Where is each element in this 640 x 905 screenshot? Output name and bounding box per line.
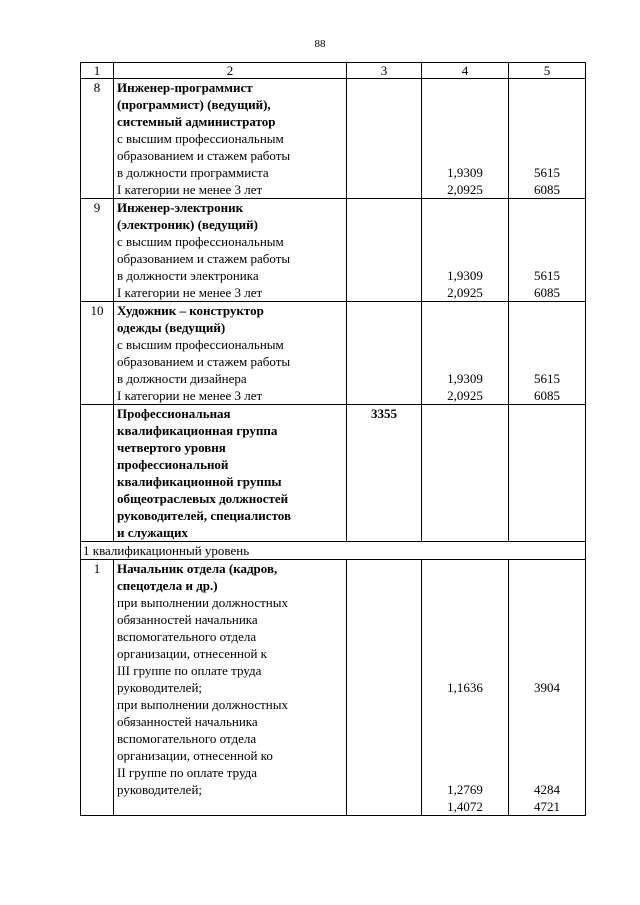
salary-value: 5615 bbox=[534, 165, 560, 180]
row-number: 10 bbox=[81, 302, 114, 405]
base-salary-value: 3355 bbox=[371, 406, 397, 421]
row-number: 9 bbox=[81, 199, 114, 302]
position-desc-line: образованием и стажем работы bbox=[117, 354, 291, 369]
position-desc-line: с высшим профессиональным bbox=[117, 131, 284, 146]
coefficient-value: 1,2769 bbox=[447, 782, 483, 797]
position-cell bbox=[114, 560, 347, 816]
group-title-line: общеотраслевых должностей bbox=[117, 491, 289, 506]
position-title-line: спецотдела и др.) bbox=[117, 578, 218, 593]
position-desc-line: с высшим профессиональным bbox=[117, 337, 284, 352]
salary-value: 4721 bbox=[534, 799, 560, 814]
qualification-level: 1 квалификационный уровень bbox=[81, 542, 586, 560]
coefficient-cell bbox=[422, 79, 509, 199]
coefficient-cell bbox=[422, 199, 509, 302]
salary-value: 5615 bbox=[534, 268, 560, 283]
position-desc-line: с высшим профессиональным bbox=[117, 234, 284, 249]
salary-value: 6085 bbox=[534, 388, 560, 403]
position-desc-line: I категории не менее 3 лет bbox=[117, 388, 263, 403]
group-title-line: Профессиональная bbox=[117, 406, 231, 421]
position-cell bbox=[114, 199, 347, 302]
salary-table bbox=[80, 62, 586, 816]
position-desc-line: I категории не менее 3 лет bbox=[117, 182, 263, 197]
position-desc-line: в должности дизайнера bbox=[117, 371, 247, 386]
salary-value: 6085 bbox=[534, 182, 560, 197]
position-desc-line: вспомогательного отдела bbox=[117, 629, 257, 644]
header-cell-2: 2 bbox=[114, 63, 347, 79]
salary-cell bbox=[509, 199, 586, 302]
base-salary-cell bbox=[347, 199, 422, 302]
row-number bbox=[81, 405, 114, 542]
level-row bbox=[81, 542, 586, 560]
salary-value: 4284 bbox=[534, 782, 560, 797]
group-title-cell bbox=[114, 405, 347, 542]
coefficient-cell bbox=[422, 405, 509, 542]
position-desc-line: вспомогательного отдела bbox=[117, 731, 257, 746]
coefficient-value: 1,4072 bbox=[447, 799, 483, 814]
salary-value: 6085 bbox=[534, 285, 560, 300]
header-cell-4: 4 bbox=[422, 63, 509, 79]
position-desc-line: организации, отнесенной ко bbox=[117, 748, 273, 763]
position-desc-line: руководителей; bbox=[117, 680, 203, 695]
salary-cell bbox=[509, 560, 586, 816]
page-number: 88 bbox=[314, 38, 326, 50]
header-row bbox=[81, 63, 586, 79]
position-title-line: одежды (ведущий) bbox=[117, 320, 226, 335]
position-desc-line: организации, отнесенной к bbox=[117, 646, 267, 661]
group-title-line: профессиональной bbox=[117, 457, 229, 472]
group-title-line: и служащих bbox=[117, 525, 189, 540]
coefficient-value: 2,0925 bbox=[447, 285, 483, 300]
header-cell-5: 5 bbox=[509, 63, 586, 79]
position-title-line: (программист) (ведущий), bbox=[117, 97, 271, 112]
table-row bbox=[81, 199, 586, 302]
coefficient-value: 1,9309 bbox=[447, 371, 483, 386]
coefficient-cell bbox=[422, 560, 509, 816]
salary-cell bbox=[509, 405, 586, 542]
header-cell-1: 1 bbox=[81, 63, 114, 79]
coefficient-value: 1,9309 bbox=[447, 165, 483, 180]
coefficient-value: 2,0925 bbox=[447, 182, 483, 197]
table-row bbox=[81, 302, 586, 405]
header-cell-3: 3 bbox=[347, 63, 422, 79]
position-desc-line: обязанностей начальника bbox=[117, 714, 258, 729]
coefficient-value: 1,9309 bbox=[447, 268, 483, 283]
position-desc-line: образованием и стажем работы bbox=[117, 148, 291, 163]
position-cell bbox=[114, 79, 347, 199]
table-row bbox=[81, 79, 586, 199]
position-title-line: системный администратор bbox=[117, 114, 276, 129]
group-row bbox=[81, 405, 586, 542]
position-title-line: Начальник отдела (кадров, bbox=[117, 561, 278, 576]
coefficient-value: 1,1636 bbox=[447, 680, 483, 695]
position-title-line: (электроник) (ведущий) bbox=[117, 217, 258, 232]
coefficient-cell bbox=[422, 302, 509, 405]
position-title-line: Инженер-электроник bbox=[117, 200, 244, 215]
position-desc-line: II группе по оплате труда bbox=[117, 765, 258, 780]
group-title-line: руководителей, специалистов bbox=[117, 508, 291, 523]
group-title-line: четвертого уровня bbox=[117, 440, 226, 455]
group-title-line: квалификационной группы bbox=[117, 474, 282, 489]
position-desc-line: при выполнении должностных bbox=[117, 595, 288, 610]
position-desc-line: в должности программиста bbox=[117, 165, 269, 180]
position-title-line: Художник – конструктор bbox=[117, 303, 264, 318]
base-salary-cell bbox=[347, 560, 422, 816]
base-salary-cell bbox=[347, 79, 422, 199]
position-desc-line: руководителей; bbox=[117, 782, 203, 797]
base-salary-cell bbox=[347, 405, 422, 542]
position-cell bbox=[114, 302, 347, 405]
base-salary-cell bbox=[347, 302, 422, 405]
row-number: 1 bbox=[81, 560, 114, 816]
row-number: 8 bbox=[81, 79, 114, 199]
salary-value: 5615 bbox=[534, 371, 560, 386]
position-desc-line: образованием и стажем работы bbox=[117, 251, 291, 266]
group-title-line: квалификационная группа bbox=[117, 423, 278, 438]
position-desc-line: III группе по оплате труда bbox=[117, 663, 262, 678]
salary-cell bbox=[509, 302, 586, 405]
table-row bbox=[81, 560, 586, 816]
position-desc-line: при выполнении должностных bbox=[117, 697, 288, 712]
position-desc-line: обязанностей начальника bbox=[117, 612, 258, 627]
position-title-line: Инженер-программист bbox=[117, 80, 253, 95]
position-desc-line: в должности электроника bbox=[117, 268, 259, 283]
coefficient-value: 2,0925 bbox=[447, 388, 483, 403]
salary-value: 3904 bbox=[534, 680, 560, 695]
position-desc-line: I категории не менее 3 лет bbox=[117, 285, 263, 300]
salary-cell bbox=[509, 79, 586, 199]
